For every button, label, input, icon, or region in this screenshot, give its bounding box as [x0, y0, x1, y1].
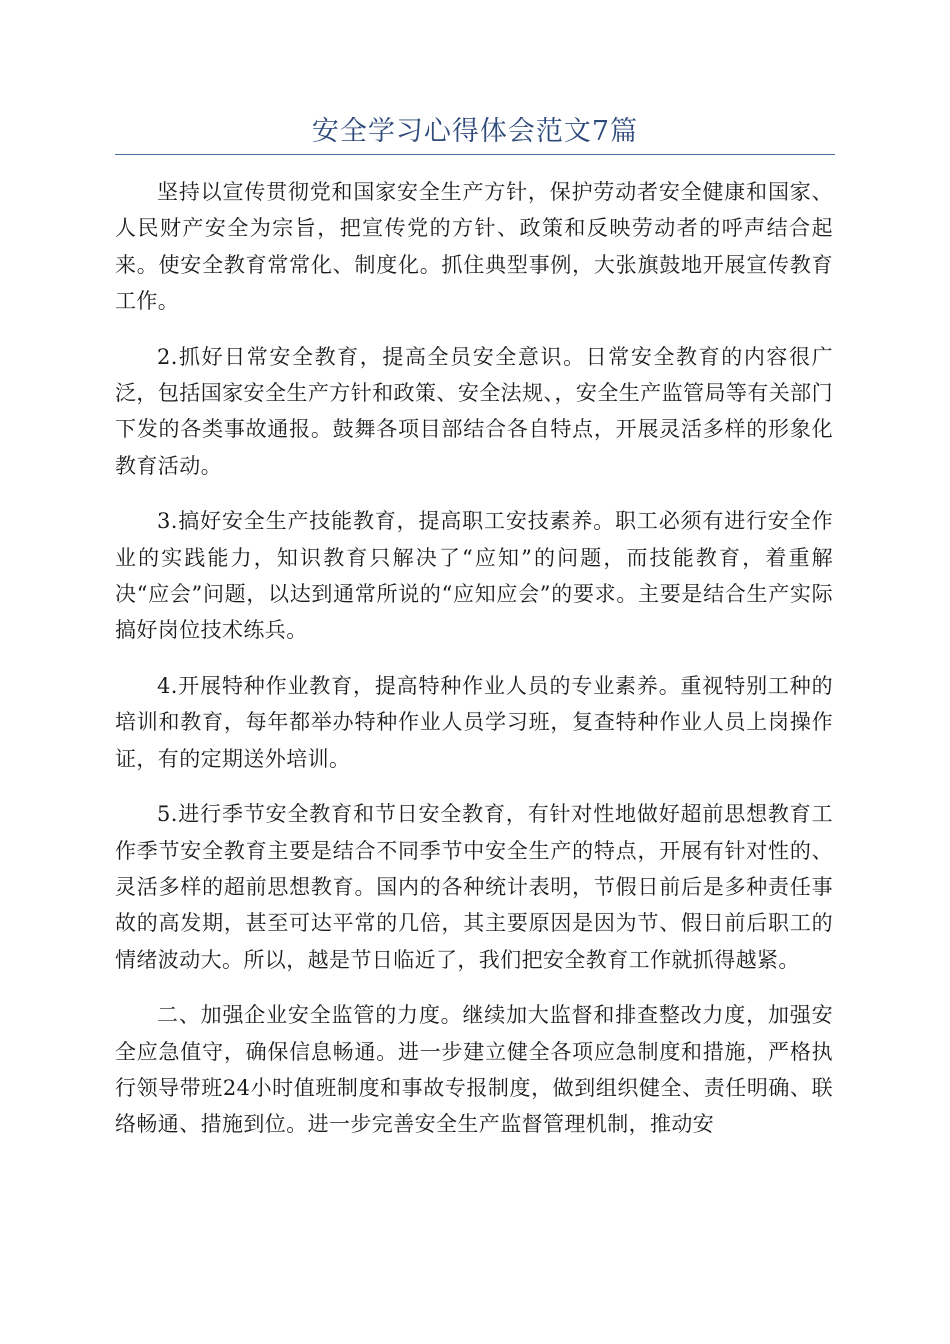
paragraph-5: 5.进行季节安全教育和节日安全教育，有针对性地做好超前思想教育工作季节安全教育主要是结合不同季节中安全生产的特点，开展有针对性的、灵活多样的超前思想教育。国内的各种统计表明，节假日前后是多种责任事故的高发期，甚至可达平常的几倍，其主要原因是因为节、假日前后职工的情绪波动大。所以，越是节日临近了，我们把安全教育工作就抓得越紧。	[115, 802, 833, 972]
document-body	[115, 174, 833, 1162]
paragraph-4: 4.开展特种作业教育，提高特种作业人员的专业素养。重视特别工种的培训和教育，每年都举办特种作业人员学习班，复查特种作业人员上岗操作证，有的定期送外培训。	[115, 673, 833, 771]
paragraph-1: 坚持以宣传贯彻党和国家安全生产方针，保护劳动者安全健康和国家、人民财产安全为宗旨，把宣传党的方针、政策和反映劳动者的呼声结合起来。使安全教育常常化、制度化。抓住典型事例，大张旗鼓地开展宣传教育工作。	[115, 180, 833, 314]
paragraph-2: 2.抓好日常安全教育，提高全员安全意识。日常安全教育的内容很广泛，包括国家安全生产方针和政策、安全法规、，安全生产监管局等有关部门下发的各类事故通报。鼓舞各项目部结合各自特点，开展灵活多样的形象化教育活动。	[115, 344, 833, 478]
paragraph-3: 3.搞好安全生产技能教育，提高职工安技素养。职工必须有进行安全作业的实践能力，知识教育只解决了“应知”的问题，而技能教育，着重解决“应会”问题，以达到通常所说的“应知应会”的要求。主要是结合生产实际搞好岗位技术练兵。	[115, 509, 833, 643]
paragraph-6: 二、加强企业安全监管的力度。继续加大监督和排查整改力度，加强安全应急值守，确保信息畅通。进一步建立健全各项应急制度和措施，严格执行领导带班24小时值班制度和事故专报制度，做到组织健全、责任明确、联络畅通、措施到位。进一步完善安全生产监督管理机制，推动安	[115, 1003, 833, 1137]
document-title: 安全学习心得体会范文7篇	[311, 116, 639, 147]
title-underline	[115, 154, 835, 155]
